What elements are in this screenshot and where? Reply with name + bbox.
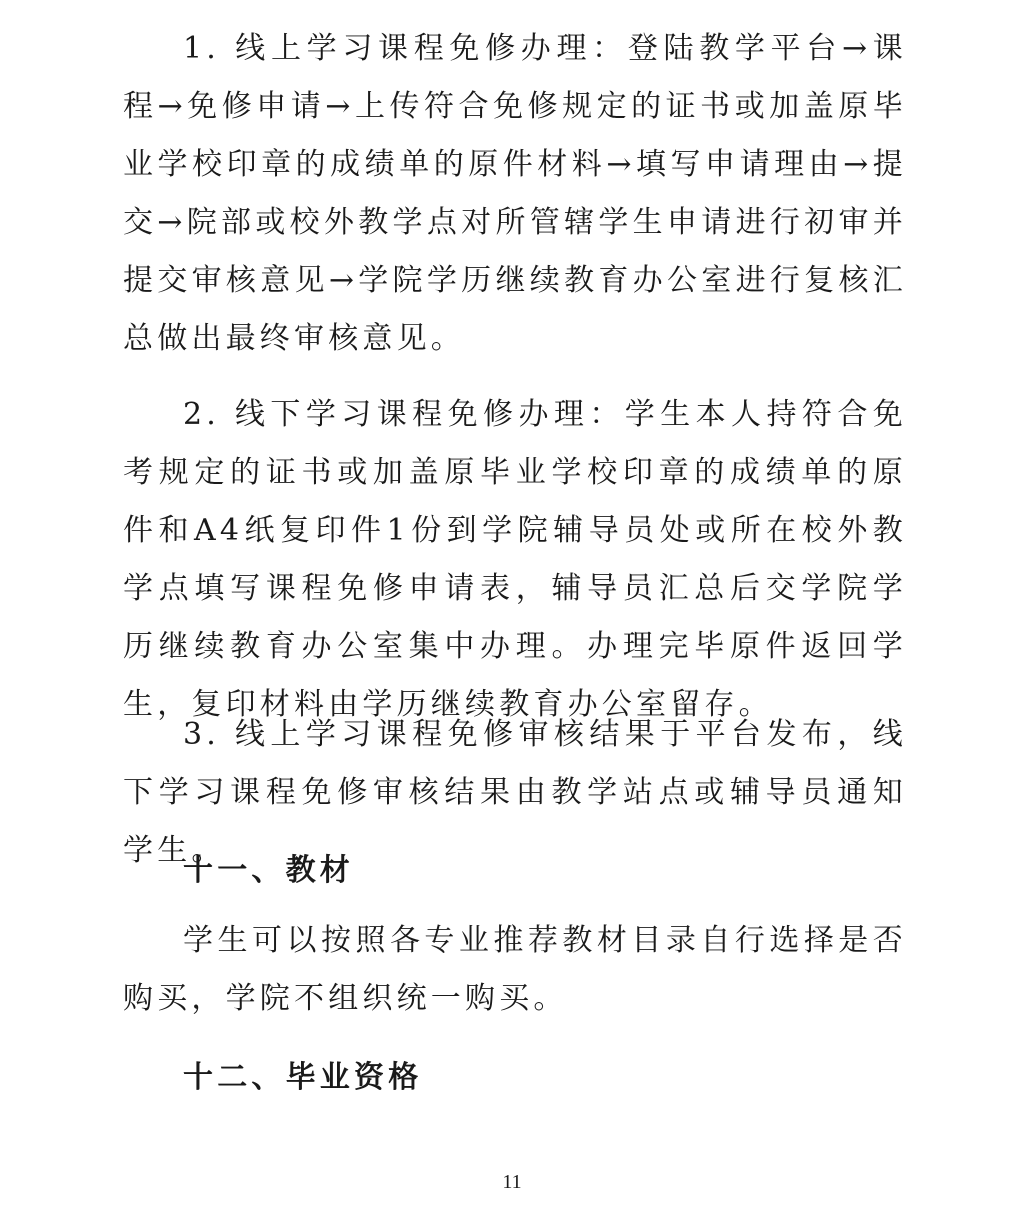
page-number: 11: [502, 1171, 522, 1193]
paragraph-exemption-results: 3. 线上学习课程免修审核结果于平台发布，线下学习课程免修审核结果由教学站点或辅导员通知学生。: [123, 717, 907, 868]
section-heading-graduation: 十二、毕业资格: [183, 1060, 423, 1095]
paragraph-online-exemption: 1. 线上学习课程免修办理：登陆教学平台→课程→免修申请→上传符合免修规定的证书或加盖原毕业学校印章的成绩单的原件材料→填写申请理由→提交→院部或校外教学点对所管辖学生申请进行初审并提交审核意见→学院学历继续教育办公室进行复核汇总做出最终审核意见。: [123, 31, 907, 356]
paragraph-offline-exemption: 2. 线下学习课程免修办理：学生本人持符合免考规定的证书或加盖原毕业学校印章的成绩单的原件和A4纸复印件1份到学院辅导员处或所在校外教学点填写课程免修申请表，辅导员汇总后交学院学历继续教育办公室集中办理。办理完毕原件返回学生，复印材料由学历继续教育办公室留存。: [123, 397, 907, 722]
section-heading-textbooks: 十一、教材: [183, 853, 354, 888]
paragraph-textbooks: 学生可以按照各专业推荐教材目录自行选择是否购买，学院不组织统一购买。: [123, 923, 907, 1016]
